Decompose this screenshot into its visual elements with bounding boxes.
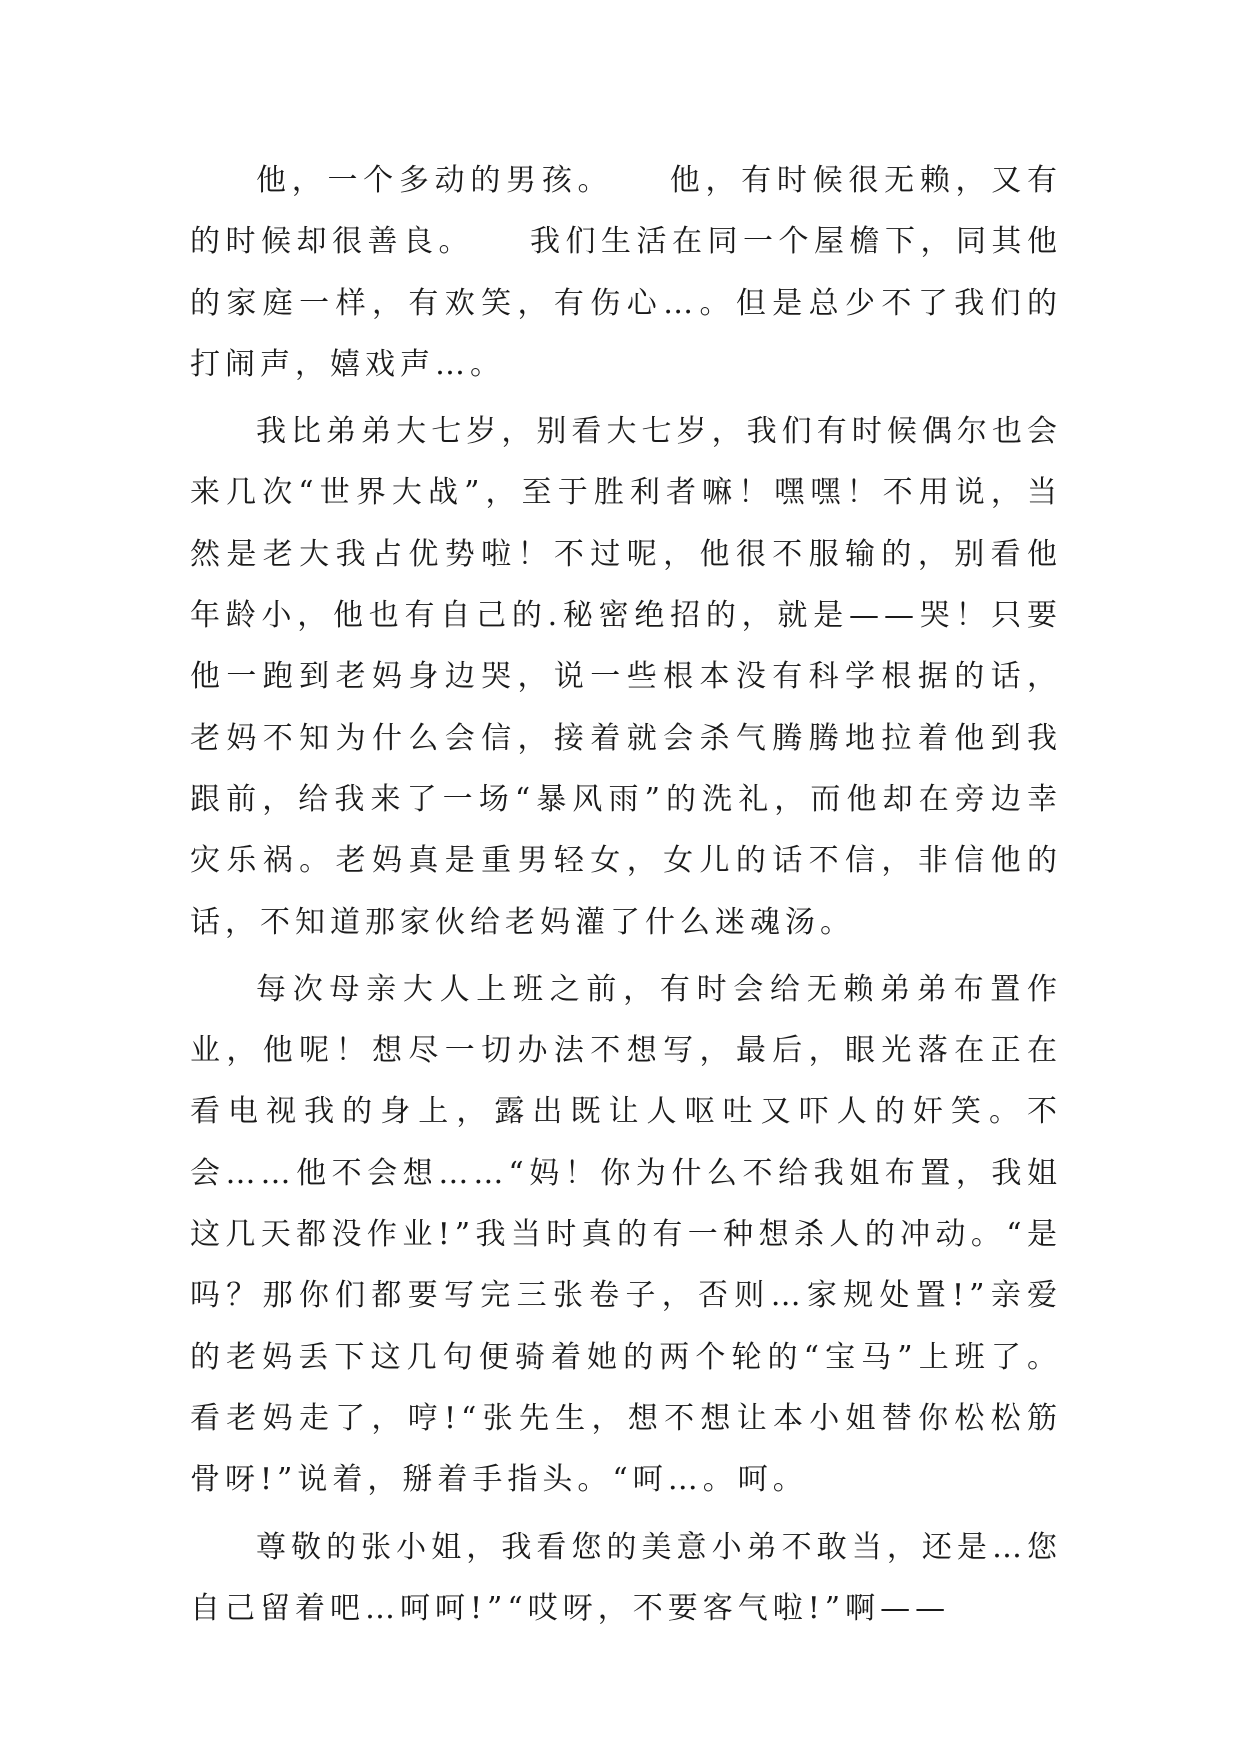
paragraph-3: 每次母亲大人上班之前，有时会给无赖弟弟布置作业，他呢！想尽一切办法不想写，最后，眼光落在正在看电视我的身上，露出既让人呕吐又吓人的奸笑。不会……他不会想……“妈！你为什么不给我姐布置，我姐这几天都没作业!”我当时真的有一种想杀人的冲动。“是吗？那你们都要写完三张卷子，否则…家规处置!”亲爱的老妈丢下这几句便骑着她的两个轮的“宝马”上班了。看老妈走了，哼!“张先生，想不想让本小姐替你松松筋骨呀!”说着，掰着手指头。“呵…。呵。 — [190, 971, 1062, 1498]
document-body — [190, 150, 1062, 1645]
paragraph-4: 尊敬的张小姐，我看您的美意小弟不敢当，还是…您自己留着吧…呵呵!”“哎呀，不要客气啦!”啊—— — [190, 1529, 1062, 1626]
paragraph-2: 我比弟弟大七岁，别看大七岁，我们有时候偶尔也会来几次“世界大战”，至于胜利者嘛！嘿嘿！不用说，当然是老大我占优势啦！不过呢，他很不服输的，别看他年龄小，他也有自己的.秘密绝招的，就是——哭！只要他一跑到老妈身边哭，说一些根本没有科学根据的话，老妈不知为什么会信，接着就会杀气腾腾地拉着他到我跟前，给我来了一场“暴风雨”的洗礼，而他却在旁边幸灾乐祸。老妈真是重男轻女，女儿的话不信，非信他的话，不知道那家伙给老妈灌了什么迷魂汤。 — [190, 414, 1062, 940]
paragraph-1: 他，一个多动的男孩。 他，有时候很无赖，又有的时候却很善良。 我们生活在同一个屋檐下，同其他的家庭一样，有欢笑，有伤心…。但是总少不了我们的打闹声，嬉戏声…。 — [190, 163, 1062, 382]
